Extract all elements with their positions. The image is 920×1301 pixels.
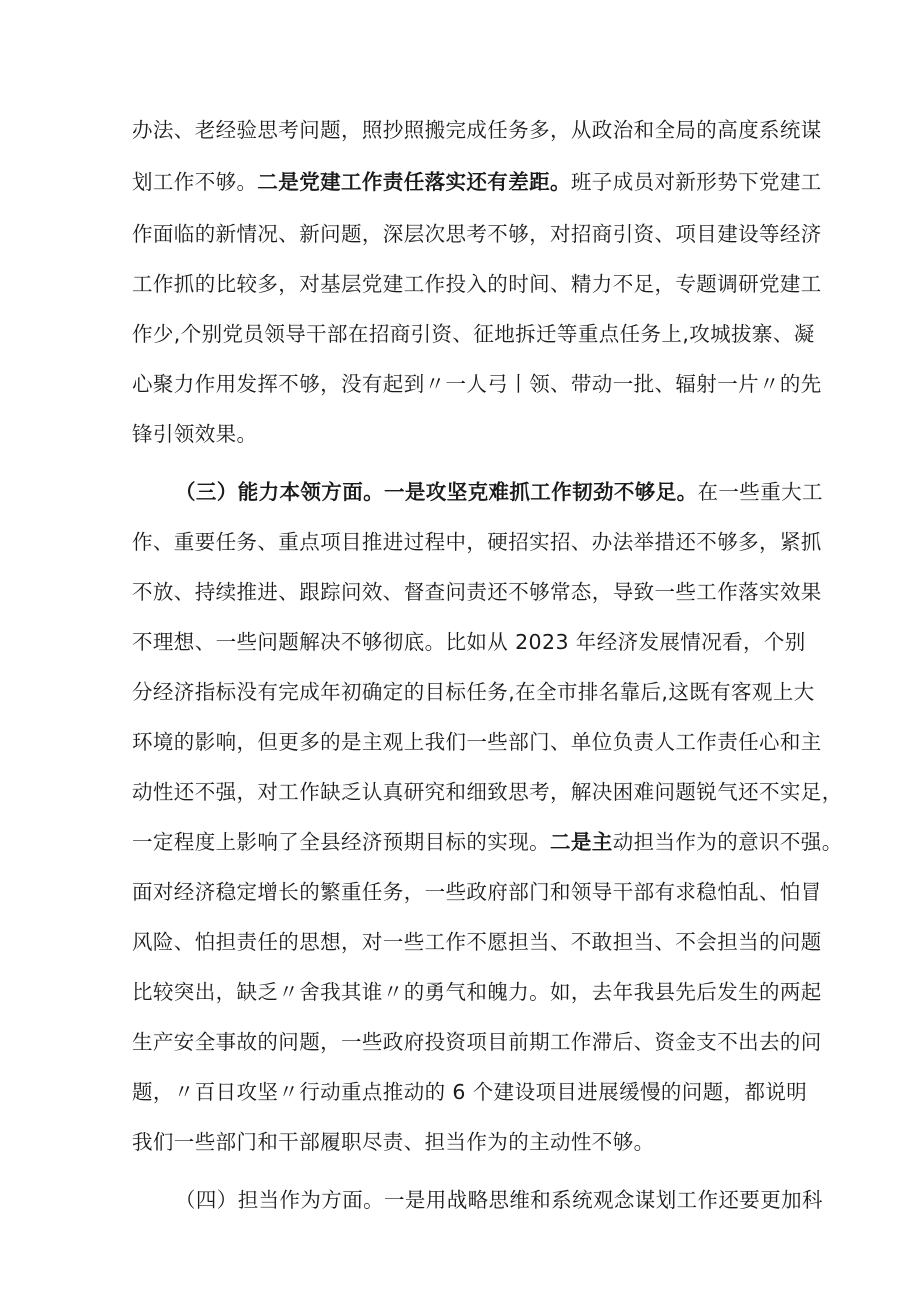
text-run: 锋引领效果。 — [132, 422, 258, 446]
bold-heading-run: 二是主 — [550, 830, 613, 854]
text-run: 在一些重大工 — [697, 480, 823, 504]
text-run: 办法、老经验思考问题，照抄照搬完成任务多，从政治和全局的高度系统谋 — [132, 118, 822, 142]
text-run: 作、重要任务、重点项目推进过程中，硬招实招、办法举措还不够多，紧抓 — [132, 530, 822, 554]
bold-heading-run: 二是党建工作责任落实还有差距。 — [257, 170, 571, 194]
text-run: 风险、怕担责任的思想，对一些工作不愿担当、不敢担当、不会担当的问题 — [132, 930, 822, 954]
text-run: 工作抓的比较多，对基层党建工作投入的时间、精力不足，专题调研党建工 — [132, 272, 822, 296]
text-run: 环境的影响，但更多的是主观上我们一些部门、单位负责人工作责任心和主 — [132, 730, 822, 754]
text-run: 动性还不强，对工作缺乏认真研究和细致思考，解决困难问题锐气还不实足， — [132, 780, 843, 804]
text-run: 作面临的新情况、新问题，深层次思考不够，对招商引资、项目建设等经济 — [132, 222, 822, 246]
text-line — [132, 319, 815, 349]
text-line — [132, 727, 822, 757]
text-line — [132, 1027, 822, 1057]
text-run: 面对经济稳定增长的繁重任务，一些政府部门和领导干部有求稳怕乱、怕冒 — [132, 880, 822, 904]
text-run: 不放、持续推进、跟踪问效、督查问责还不够常态，导致一些工作落实效果 — [132, 580, 822, 604]
text-line — [132, 877, 822, 907]
text-line — [132, 677, 815, 707]
text-line — [132, 527, 822, 557]
text-run: 分经济指标没有完成年初确定的目标任务,在全市排名靠后,这既有客观上大 — [132, 680, 815, 704]
text-run: 班子成员对新形势下党建工 — [570, 170, 822, 194]
text-line — [132, 219, 822, 249]
text-line — [132, 167, 822, 197]
text-line — [132, 369, 822, 399]
text-run: 作少,个别党员领导干部在招商引资、征地拆迁等重点任务上,攻城拔寨、凝 — [132, 322, 815, 346]
text-run: 动担当作为的意识不强。 — [612, 830, 843, 854]
text-line — [132, 777, 843, 807]
text-line — [132, 1077, 808, 1107]
text-line — [132, 419, 797, 449]
text-run: （四）担当作为方面。一是用战略思维和系统观念谋划工作还要更加科 — [175, 1188, 823, 1212]
text-line — [175, 1185, 823, 1215]
text-line — [132, 977, 822, 1007]
text-line — [132, 115, 822, 145]
text-run: 一定程度上影响了全县经济预期目标的实现。 — [132, 830, 550, 854]
text-line — [175, 477, 823, 507]
text-line — [132, 927, 822, 957]
text-run: 题，〃百日攻坚〃行动重点推动的 6 个建设项目进展缓慢的问题，都说明 — [132, 1080, 808, 1104]
text-line — [132, 627, 806, 657]
text-run: 心聚力作用发挥不够，没有起到〃一人弓丨领、带动一批、辐射一片〃的先 — [132, 372, 822, 396]
text-run: 划工作不够。 — [132, 170, 258, 194]
text-run: 比较突出，缺乏〃舍我其谁〃的勇气和魄力。如，去年我县先后发生的两起 — [132, 980, 822, 1004]
text-line — [132, 827, 843, 857]
text-line — [132, 577, 822, 607]
text-run: 我们一些部门和干部履职尽责、担当作为的主动性不够。 — [132, 1130, 655, 1154]
text-line — [132, 1127, 797, 1157]
text-run: 生产安全事故的问题，一些政府投资项目前期工作滞后、资金支不出去的问 — [132, 1030, 822, 1054]
text-run: 不理想、一些问题解决不够彻底。比如从 2023 年经济发展情况看，个别 — [132, 630, 806, 654]
text-line — [132, 269, 822, 299]
bold-heading-run: （三）能力本领方面。一是攻坚克难抓工作韧劲不够足。 — [175, 480, 698, 504]
